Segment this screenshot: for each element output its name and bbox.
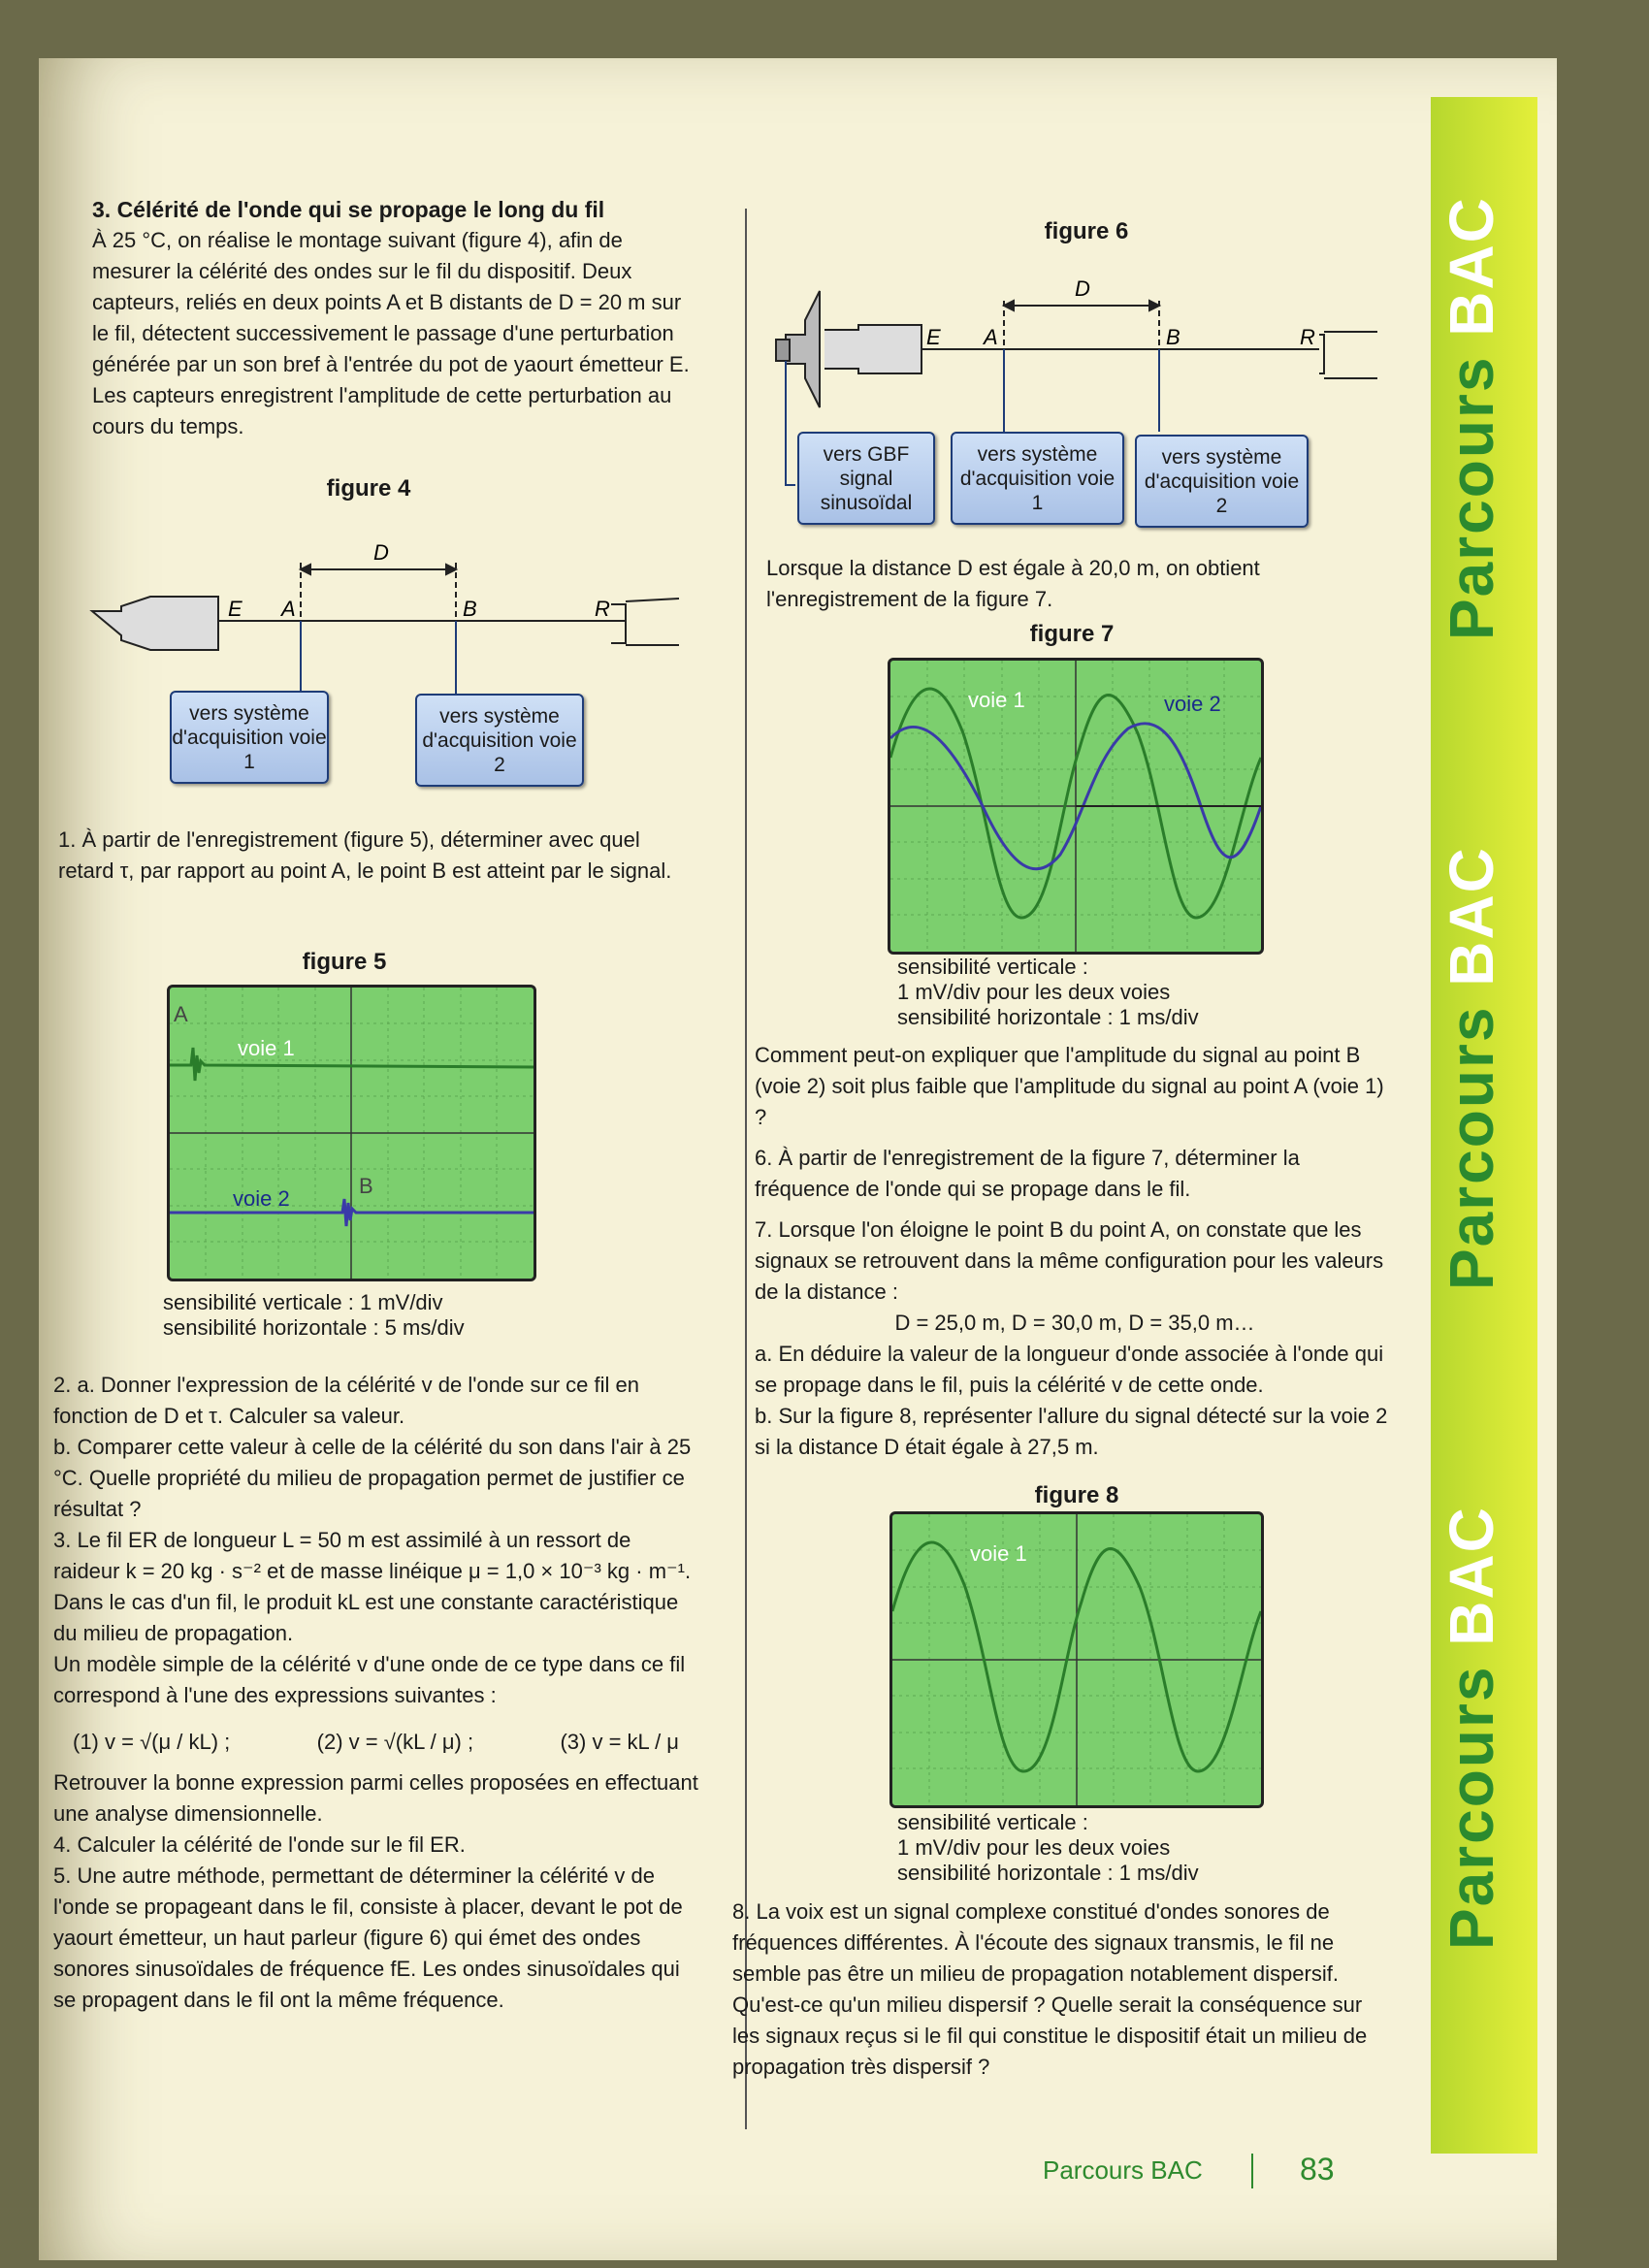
figure7-screen	[890, 661, 1261, 952]
fig7-voie1-label: voie 1	[968, 688, 1025, 712]
figure4-label: figure 4	[326, 475, 411, 502]
q1-text: 1. À partir de l'enregistrement (figure 5), déterminer avec quel retard τ, par rapport au point A, le point B est atteint par le signal.	[58, 827, 672, 883]
figure8-oscilloscope	[889, 1511, 1264, 1808]
fig5-sens-horizontal: sensibilité horizontale : 5 ms/div	[163, 1315, 465, 1340]
figure7-oscilloscope	[888, 658, 1264, 955]
fig8-sens-value: 1 mV/div pour les deux voies	[897, 1835, 1171, 1860]
figure5-sensitivity	[163, 1290, 570, 1341]
q3-text: 3. Le fil ER de longueur L = 50 m est assimilé à un ressort de raideur k = 20 kg · s⁻² et de masse linéique μ = 1,0 × 10⁻³ kg · m⁻¹. Dans le cas d'un fil, le produit kL est une constante caractéristique du milieu de propagation.	[53, 1528, 692, 1645]
fig7-sens-vertical: sensibilité verticale :	[897, 955, 1088, 979]
q5-text: 5. Une autre méthode, permettant de déterminer la célérité v de l'onde se propageant dans le fil, consiste à placer, devant le pot de yaourt émetteur, un haut parleur (figure 6) qui émet des ondes sonores sinusoïdales de fréquence fE. Les ondes sinusoïdales qui se propagent dans le fil ont la même fréquence.	[53, 1863, 683, 2012]
fig6-D-label: D	[1075, 276, 1090, 301]
fig5-voie2-label: voie 2	[233, 1186, 290, 1211]
page-number: 83	[1300, 2152, 1335, 2187]
column-separator	[745, 209, 747, 2129]
question-1	[58, 825, 698, 887]
q7a-text: a. En déduire la valeur de la longueur d'onde associée à l'onde qui se propage dans le fil, puis la célérité v de cette onde.	[755, 1342, 1384, 1397]
figure7-label: figure 7	[1029, 621, 1115, 647]
fig8-sens-horizontal: sensibilité horizontale : 1 ms/div	[897, 1861, 1199, 1885]
fig5-mark-A: A	[174, 1002, 188, 1026]
figure5-oscilloscope	[167, 985, 536, 1281]
fig6-box-gbf: vers GBF signal sinusoïdal	[797, 432, 935, 525]
q6-text: 6. À partir de l'enregistrement de la figure 7, déterminer la fréquence de l'onde qui se propage dans le fil.	[755, 1146, 1300, 1201]
footer-divider	[1251, 2154, 1253, 2188]
q3b-text: Un modèle simple de la célérité v d'une onde de ce type dans ce fil correspond à l'une des expressions suivantes :	[53, 1652, 686, 1707]
fig8-sens-vertical: sensibilité verticale :	[897, 1810, 1088, 1834]
fig7-sens-horizontal: sensibilité horizontale : 1 ms/div	[897, 1005, 1199, 1029]
fig4-A-label: A	[281, 597, 296, 621]
fig6-B-label: B	[1166, 325, 1180, 349]
q7b-text: b. Sur la figure 8, représenter l'allure du signal détecté sur la voie 2 si la distance D était égale à 27,5 m.	[755, 1404, 1388, 1459]
intro-paragraph: À 25 °C, on réalise le montage suivant (figure 4), afin de mesurer la célérité des ondes sur le fil du dispositif. Deux capteurs, reliés en deux points A et B distants de D = 20 m sur le fil, détectent successivement le passage d'une perturbation générée par un son bref à l'entrée du pot de yaourt émetteur E. Les capteurs enregistrent l'amplitude de cette perturbation au cours du temps.	[92, 228, 690, 438]
expression-2: (2) v = √(kL / μ) ;	[316, 1730, 474, 1754]
figure7-sensitivity	[897, 955, 1305, 1030]
footer-label: Parcours BAC	[1043, 2155, 1203, 2185]
q8-text: 8. La voix est un signal complexe constitué d'ondes sonores de fréquences différentes. À l'écoute des signaux transmis, le fil ne semble pas être un milieu de propagation notablement dispersif.	[732, 1899, 1339, 1986]
q2b-text: b. Comparer cette valeur à celle de la célérité du son dans l'air à 25 °C. Quelle propriété du milieu de propagation permet de justifier ce résultat ?	[53, 1435, 692, 1521]
figure5-label: figure 5	[302, 949, 387, 975]
fig7-sens-value: 1 mV/div pour les deux voies	[897, 980, 1171, 1004]
expressions-row	[53, 1711, 698, 1767]
fig4-R-label: R	[595, 597, 610, 621]
fig5-voie1-label: voie 1	[238, 1036, 295, 1060]
fig4-B-label: B	[463, 597, 477, 621]
figure8-screen	[892, 1514, 1261, 1805]
q8b-text: Qu'est-ce qu'un milieu dispersif ? Quelle serait la conséquence sur les signaux reçus si le fil qui constitue le dispositif était un milieu de propagation très dispersif ?	[732, 1993, 1368, 2079]
questions-6-7	[755, 1040, 1395, 1463]
q7-distances: D = 25,0 m, D = 30,0 m, D = 35,0 m…	[894, 1311, 1255, 1335]
questions-2-5	[53, 1370, 698, 2016]
q-amplitude-text: Comment peut-on expliquer que l'amplitude du signal au point B (voie 2) soit plus faible que l'amplitude du signal au point A (voie 1) ?	[755, 1043, 1384, 1129]
expression-1: (1) v = √(μ / kL) ;	[73, 1730, 231, 1754]
fig6-box-voie1: vers système d'acquisition voie 1	[951, 432, 1124, 525]
left-column	[92, 194, 694, 442]
fig5-mark-B: B	[359, 1174, 373, 1198]
q7-text: 7. Lorsque l'on éloigne le point B du point A, on constate que les signaux se retrouvent dans la même configuration pour les valeurs de la distance :	[755, 1217, 1384, 1304]
band-text-top: Parcours BAC	[1437, 196, 1506, 640]
figure6-caption	[766, 553, 1406, 615]
figure8-label: figure 8	[1034, 1482, 1119, 1508]
fig4-D-label: D	[373, 540, 389, 565]
fig7-voie2-label: voie 2	[1164, 692, 1221, 716]
fig8-voie1-label: voie 1	[970, 1541, 1027, 1566]
fig6-R-label: R	[1300, 325, 1315, 349]
figure6-label: figure 6	[1044, 218, 1129, 244]
question-8	[732, 1896, 1373, 2083]
figure8-sensitivity	[897, 1810, 1305, 1886]
expression-3: (3) v = kL / μ	[560, 1730, 679, 1754]
figure5-screen	[170, 988, 534, 1279]
band-text-bottom: Parcours BAC	[1437, 1506, 1506, 1950]
band-text-middle: Parcours BAC	[1437, 846, 1506, 1290]
fig4-box-voie1: vers système d'acquisition voie 1	[170, 691, 329, 784]
fig4-box-voie2: vers système d'acquisition voie 2	[415, 694, 584, 787]
text-after-figure6: Lorsque la distance D est égale à 20,0 m, on obtient l'enregistrement de la figure 7.	[766, 556, 1260, 611]
fig6-E-label: E	[926, 325, 941, 349]
fig6-A-label: A	[984, 325, 998, 349]
fig5-sens-vertical: sensibilité verticale : 1 mV/div	[163, 1290, 443, 1314]
q4-text: 4. Calculer la célérité de l'onde sur le fil ER.	[53, 1832, 466, 1857]
q3c-text: Retrouver la bonne expression parmi celles proposées en effectuant une analyse dimensionnelle.	[53, 1770, 698, 1826]
q2a-text: 2. a. Donner l'expression de la célérité v de l'onde sur ce fil en fonction de D et τ. Calculer sa valeur.	[53, 1373, 639, 1428]
fig4-E-label: E	[228, 597, 242, 621]
fig6-box-voie2: vers système d'acquisition voie 2	[1135, 435, 1309, 528]
section-heading: 3. Célérité de l'onde qui se propage le long du fil	[92, 197, 605, 222]
